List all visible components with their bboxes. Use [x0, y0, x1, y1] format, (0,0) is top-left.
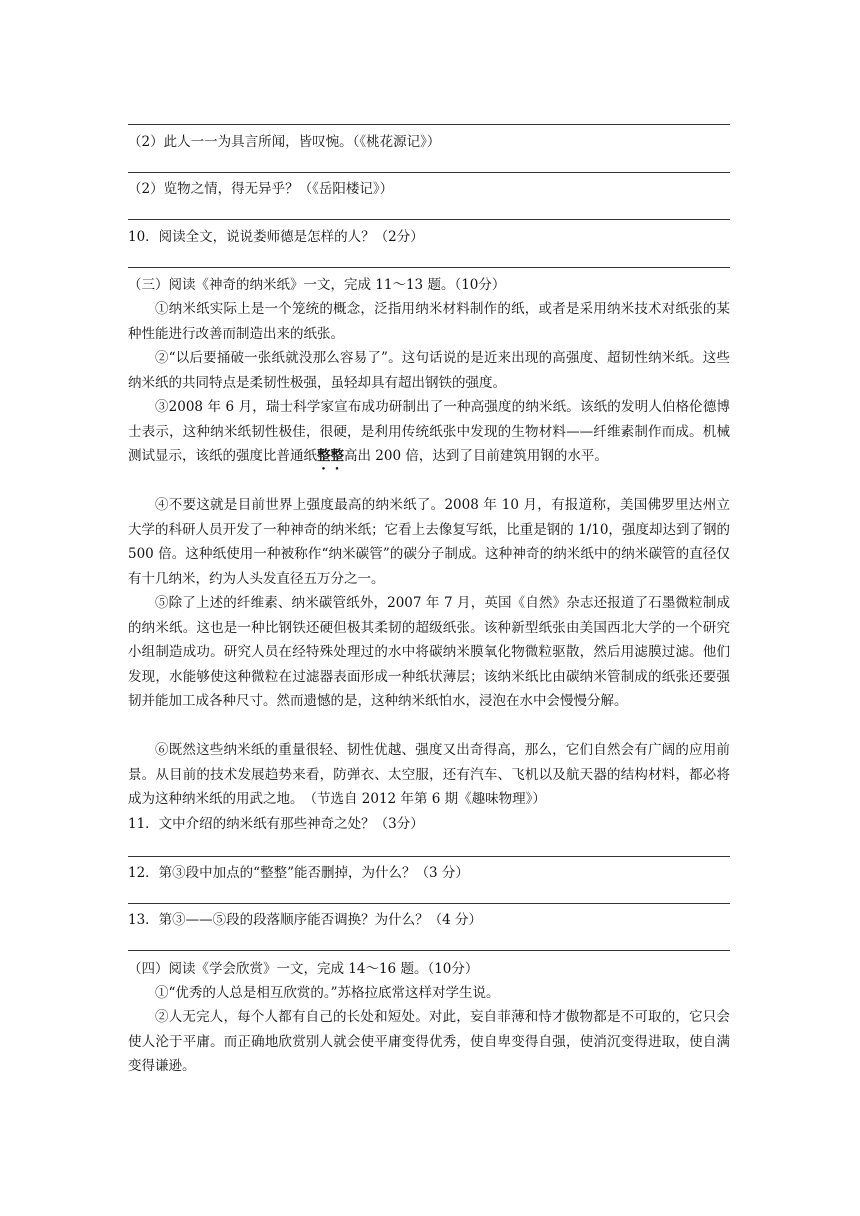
section-3-paragraph-1: ①纳米纸实际上是一个笼统的概念，泛指用纳米材料制作的纸，或者是采用纳米技术对纸张的某种性能进行改善而制造出来的纸张。	[128, 301, 730, 342]
answer-line[interactable]	[128, 267, 730, 268]
answer-line[interactable]	[128, 124, 730, 125]
question-line: （2）此人一一为具言所闻，皆叹惋。（《桃花源记》）	[128, 134, 441, 150]
section-3-paragraph-3: ③2008 年 6 月，瑞士科学家宣布成功研制出了一种高强度的纳米纸。该纸的发明人伯格伦德博士表示，这种纳米纸韧性极佳，很硬，是利用传统纸张中发现的生物材料——纤维素制作而成。机械测试显示，该纸的强度比普通纸整整高出 200 倍，达到了目前建筑用钢的水平。	[128, 399, 730, 464]
answer-line[interactable]	[128, 903, 730, 904]
section-3-heading: （三）阅读《神奇的纳米纸》一文，完成 11～13 题。（10分）	[128, 277, 506, 293]
section-3-paragraph-2: ②“以后要捅破一张纸就没那么容易了”。这句话说的是近来出现的高强度、超韧性纳米纸。这些纳米纸的共同特点是柔韧性极强，虽轻却具有超出钢铁的强度。	[128, 350, 730, 391]
question-12: 12．第③段中加点的“整整”能否删掉，为什么？（3 分）	[128, 865, 469, 881]
section-4-paragraph-2: ②人无完人，每个人都有自己的长处和短处。对此，妄自菲薄和恃才傲物都是不可取的，它只会使人沦于平庸。而正确地欣赏别人就会使平庸变得优秀，使自卑变得自强，使消沉变得进取，使自满变得谦逊。	[128, 1009, 730, 1074]
section-4-paragraph-1: ①“优秀的人总是相互欣赏的。”苏格拉底常这样对学生说。	[155, 985, 500, 1001]
question-10: 10．阅读全文，说说娄师德是怎样的人？（2分）	[128, 229, 424, 245]
question-11: 11．文中介绍的纳米纸有那些神奇之处？（3分）	[128, 816, 424, 832]
question-line: （2）览物之情，得无异乎？（《岳阳楼记》）	[128, 181, 394, 197]
dotted-word: 整整	[317, 448, 344, 464]
answer-line[interactable]	[128, 856, 730, 857]
answer-line[interactable]	[128, 219, 730, 220]
section-4-heading: （四）阅读《学会欣赏》一文，完成 14～16 题。（10分）	[128, 961, 479, 977]
answer-line[interactable]	[128, 950, 730, 951]
section-3-paragraph-6: ⑥既然这些纳米纸的重量很轻、韧性优越、强度又出奇得高，那么，它们自然会有广阔的应用前景。从目前的技术发展趋势来看，防弹衣、太空服，还有汽车、飞机以及航天器的结构材料，都必将成为这种纳米纸的用武之地。 （节选自 2012 年第 6 期《趣味物理》）	[128, 742, 730, 807]
answer-line[interactable]	[128, 172, 730, 173]
section-3-paragraph-4: ④不要这就是目前世界上强度最高的纳米纸了。2008 年 10 月，有报道称，美国佛罗里达州立大学的科研人员开发了一种神奇的纳米纸；它看上去像复写纸，比重是钢的 1/10，强度却达到了钢的 500 倍。这种纸使用一种被称作“纳米碳管”的碳分子制成。这种神奇的纳米纸中的纳米碳管的直径仅有十几纳米，约为人头发直径五万分之一。	[128, 497, 730, 587]
section-3-paragraph-5: ⑤除了上述的纤维素、纳米碳管纸外，2007 年 7 月，英国《自然》杂志还报道了石墨微粒制成的纳米纸。这也是一种比钢铁还硬但极其柔韧的超级纸张。该种新型纸张由美国西北大学的一个研究小组制造成功。研究人员在经特殊处理过的水中将碳纳米膜氧化物微粒驱散，然后用滤膜过滤。他们发现，水能够使这种微粒在过滤器表面形成一种纸状薄层；该纳米纸比由碳纳米管制成的纸张还要强韧并能加工成各种尺寸。然而遗憾的是，这种纳米纸怕水，浸泡在水中会慢慢分解。	[128, 595, 730, 709]
question-13: 13．第③——⑤段的段落顺序能否调换？为什么？（4 分）	[128, 912, 483, 928]
